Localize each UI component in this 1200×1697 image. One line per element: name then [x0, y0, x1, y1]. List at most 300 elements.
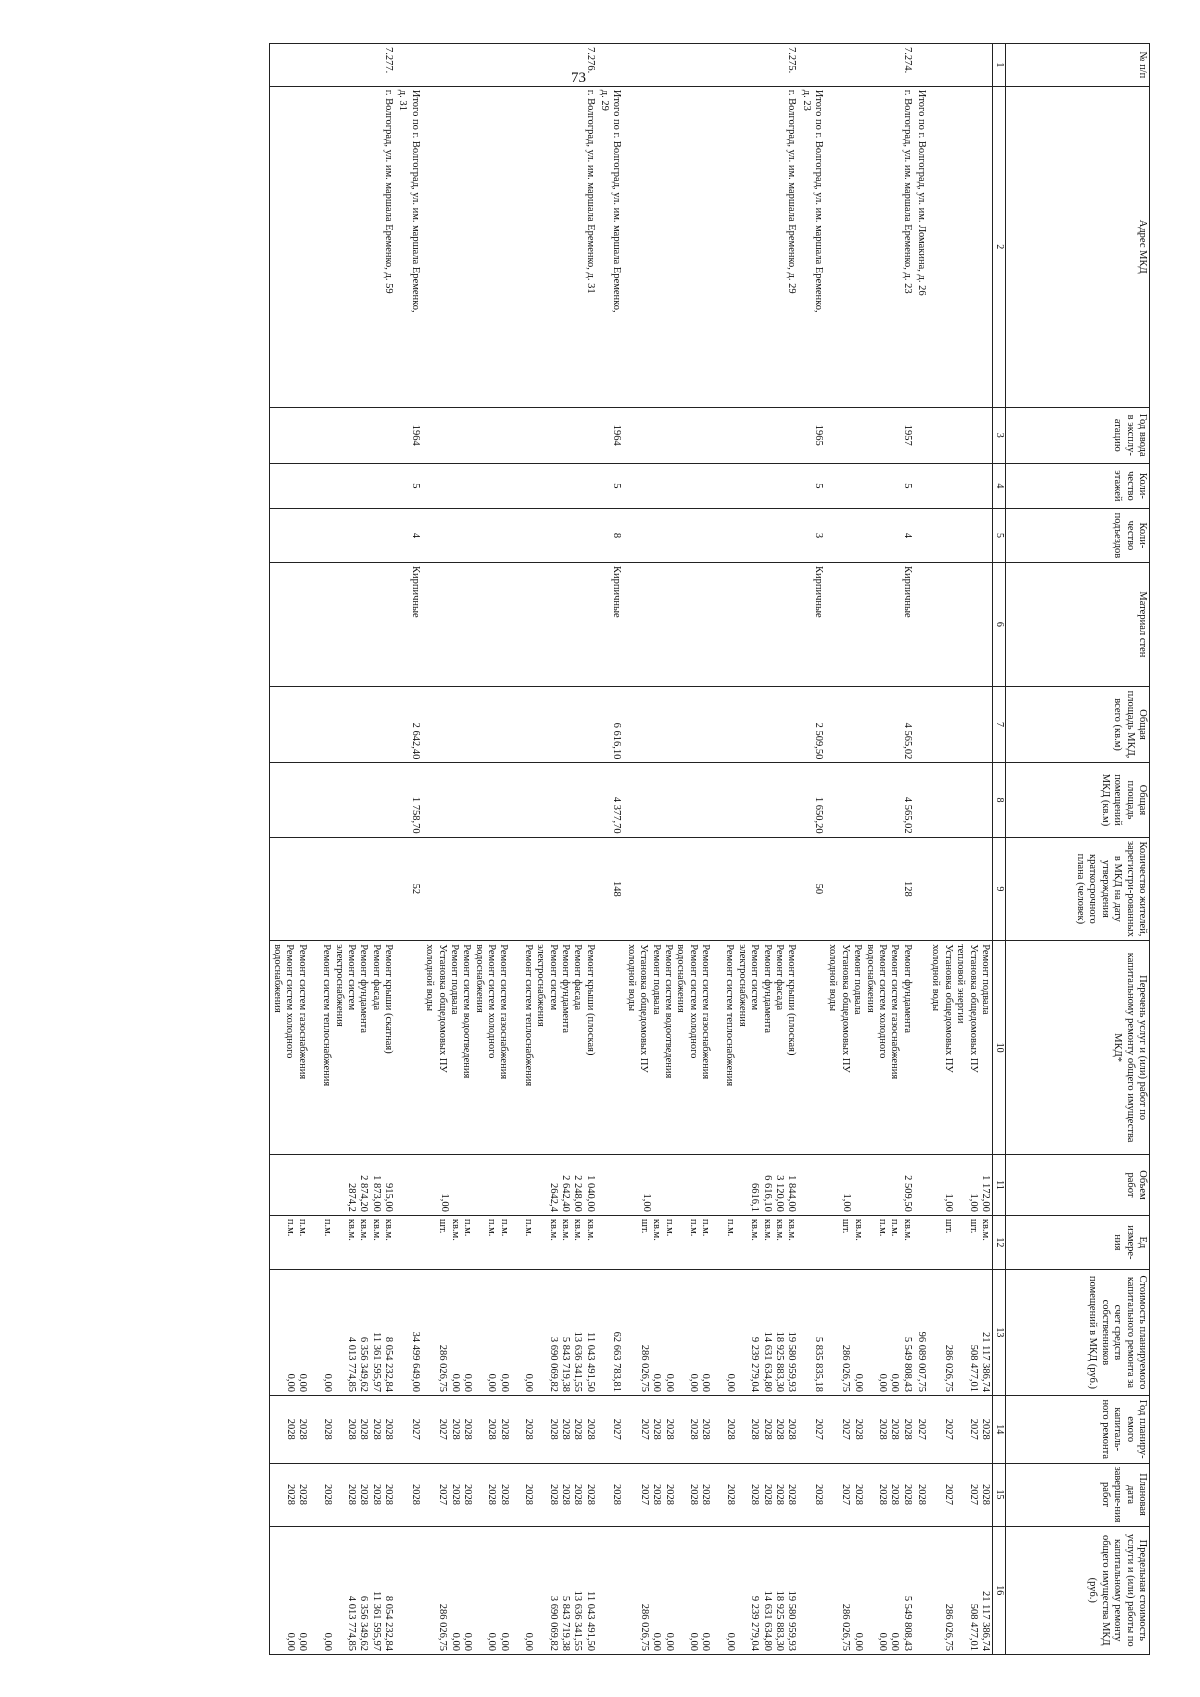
plan-year-line: 2028 [889, 1418, 901, 1440]
unit-line: шт. [943, 1218, 955, 1234]
limit-line [424, 1530, 436, 1651]
unit-cell [624, 1215, 799, 1269]
unit-line: кв.м. [383, 1218, 395, 1241]
limit-line: 21 117 386,74 [980, 1591, 991, 1651]
works-line: Ремонт систем газоснабжения [296, 944, 308, 1080]
residents-count [914, 837, 928, 941]
plan-year-line [930, 1399, 942, 1460]
cost-line: 286 026,75 [639, 1344, 650, 1392]
column-number: 2 [993, 86, 1006, 407]
limit-line: 0,00 [462, 1632, 474, 1651]
limit-cell [624, 1526, 799, 1654]
column-header: Количество жителей, зарегистри-рованных в МКД на дату утверждения краткосрочного плана (человек) [1006, 837, 1150, 941]
limit-line: 286 026,75 [840, 1603, 852, 1651]
end-year-line [534, 1467, 546, 1523]
unit-line: кв.м. [449, 1218, 461, 1241]
works-line: Ремонт фасада [370, 944, 382, 1011]
unit-line [534, 1219, 546, 1266]
works-cell [928, 941, 992, 1155]
cost-cell [624, 1269, 799, 1395]
cost-line: 14 631 634,80 [761, 1331, 773, 1392]
plan-year-line: 2028 [547, 1418, 559, 1440]
volume-line [888, 1158, 900, 1212]
limit-cell [928, 1526, 992, 1654]
volume-line: 6616,1 [749, 1182, 761, 1212]
volume-line [450, 1158, 462, 1212]
floors-count [928, 463, 992, 508]
plan-year-line: 2028 [852, 1418, 864, 1440]
unit-line: п.м. [688, 1218, 700, 1237]
volume-line [534, 1158, 546, 1212]
column-header: Перечень услуг и (или) работ по капитальному ремонту общего имущества МКД* [1006, 941, 1150, 1155]
works-line: Ремонт систем газоснабжения [889, 944, 901, 1080]
plan-year-cell [597, 1395, 624, 1463]
end-year-line: 2028 [877, 1484, 888, 1506]
area-total [928, 686, 992, 763]
volume-line: 1 040,00 [584, 1175, 596, 1212]
works-line: Установка общедомовых ПУ [942, 944, 954, 1073]
plan-year-line: 2028 [284, 1418, 296, 1440]
end-year-line: 2028 [409, 1484, 421, 1506]
year-built: 1964 [597, 407, 624, 463]
limit-line [675, 1530, 687, 1651]
wall-material: Кирпичные [825, 562, 914, 686]
plan-year-line: 2028 [724, 1418, 736, 1440]
plan-year-line [736, 1399, 748, 1460]
wall-material [624, 562, 799, 686]
cost-cell [928, 1269, 992, 1395]
works-line: Установка общедомовых ПУ [839, 944, 851, 1073]
unit-line: п.м. [877, 1218, 888, 1237]
residents-count: 52 [395, 837, 422, 941]
area-total: 6 616,10 [597, 686, 624, 763]
limit-line: 5 549 808,43 [901, 1595, 913, 1651]
limit-line [308, 1530, 320, 1651]
address-line: г. Волгоград, ул. им. маршала Еременко, д. 59 [383, 89, 395, 294]
limit-line [611, 1530, 623, 1651]
plan-year-line: 2027 [409, 1418, 421, 1440]
end-year-line: 2028 [889, 1484, 901, 1506]
end-year-line: 2028 [383, 1484, 395, 1506]
limit-line [954, 1530, 966, 1651]
limit-line: 0,00 [663, 1632, 675, 1651]
wall-material [928, 562, 992, 686]
address-cell [395, 86, 422, 407]
volume-line [724, 1158, 736, 1212]
works-line: Ремонт систем водоотведения [663, 944, 674, 1079]
table-header-row [1006, 44, 1150, 1655]
limit-line: 13 636 341,55 [572, 1590, 584, 1651]
area-total [914, 686, 928, 763]
volume-line: 915,00 [383, 1182, 395, 1212]
end-year-line: 2028 [761, 1484, 773, 1506]
works-line: Ремонт подвала [980, 944, 991, 1015]
unit-line [675, 1219, 687, 1266]
unit-line: кв.м. [346, 1218, 357, 1241]
cost-line: 18 925 883,30 [774, 1331, 785, 1392]
plan-year-cell [269, 1395, 395, 1463]
column-header: № п/п [1006, 44, 1150, 87]
unit-line [272, 1219, 284, 1266]
works-cell [825, 941, 914, 1155]
column-number: 12 [993, 1215, 1006, 1269]
area-rooms [928, 763, 992, 837]
cost-line: 0,00 [462, 1373, 474, 1392]
end-year-line: 2028 [370, 1484, 382, 1506]
works-line: Ремонт систем теплоснабжения [724, 944, 736, 1087]
address-line: Итого по г. Волгоград, ул. им. Ломакина, д. 26 [916, 89, 928, 296]
plan-year-cell [798, 1395, 825, 1463]
cost-line: 0,00 [486, 1373, 498, 1392]
volume-line [700, 1158, 712, 1212]
end-year-cell [395, 1463, 422, 1526]
cost-line [864, 1273, 876, 1392]
cost-line [473, 1273, 485, 1392]
cost-cell [914, 1269, 928, 1395]
volume-line [852, 1158, 864, 1212]
volume-line: 1,00 [439, 1193, 451, 1212]
unit-line: п.м. [498, 1218, 510, 1237]
limit-cell [914, 1526, 928, 1654]
plan-year-line: 2028 [297, 1418, 309, 1440]
end-year-line [510, 1467, 522, 1523]
limit-line: 286 026,75 [943, 1603, 955, 1651]
end-year-line [424, 1467, 436, 1523]
limit-line: 19 580 959,93 [786, 1590, 798, 1651]
works-line [308, 944, 320, 1151]
works-line: Установка общедомовых ПУ [436, 944, 448, 1073]
end-year-line: 2028 [901, 1484, 913, 1506]
end-year-line [930, 1467, 942, 1523]
works-line: водоснабжения [864, 944, 876, 1013]
address-line: г. Волгоград, ул. им. маршала Еременко, д. 23 [901, 89, 913, 294]
unit-line: кв.м. [651, 1218, 663, 1241]
end-year-line [712, 1467, 724, 1523]
plan-year-line: 2028 [572, 1418, 584, 1440]
limit-line [473, 1530, 485, 1651]
cost-line: 0,00 [877, 1373, 888, 1392]
column-number: 10 [993, 941, 1006, 1155]
end-year-line: 2028 [358, 1484, 370, 1506]
area-rooms [422, 763, 597, 837]
plan-year-line: 2027 [639, 1418, 650, 1440]
cost-line: 0,00 [688, 1373, 700, 1392]
unit-line: п.м. [889, 1218, 901, 1237]
limit-line: 0,00 [284, 1632, 296, 1651]
unit-cell [597, 1215, 624, 1269]
works-line: Ремонт крыши (плоская) [584, 944, 596, 1056]
plan-year-cell [928, 1395, 992, 1463]
cost-line: 286 026,75 [437, 1344, 449, 1392]
table-row [798, 44, 825, 1655]
plan-year-line: 2028 [688, 1418, 700, 1440]
floors-count: 5 [395, 463, 422, 508]
limit-line: 0,00 [523, 1632, 535, 1651]
end-year-line: 2028 [749, 1484, 761, 1506]
column-number: 9 [993, 837, 1006, 941]
unit-cell [269, 1215, 395, 1269]
works-line: холодной воды [827, 944, 839, 1012]
table-row [422, 44, 597, 1655]
limit-line: 0,00 [449, 1632, 461, 1651]
end-year-cell [422, 1463, 597, 1526]
table-row [914, 44, 928, 1655]
end-year-cell [928, 1463, 992, 1526]
volume-line: 2874,2 [346, 1182, 357, 1212]
volume-line [864, 1158, 876, 1212]
column-header: Общая площадь помещений МКД (кв.м) [1006, 763, 1150, 837]
limit-line [510, 1530, 522, 1651]
unit-line: кв.м. [572, 1218, 584, 1241]
cost-line: 0,00 [523, 1373, 535, 1392]
unit-line: кв.м. [852, 1218, 864, 1241]
row-number [798, 44, 825, 87]
area-rooms [914, 763, 928, 837]
wall-material: Кирпичные [798, 562, 825, 686]
plan-year-line: 2028 [663, 1418, 675, 1440]
plan-year-line [626, 1399, 638, 1460]
address-cell [914, 86, 928, 407]
column-number-row [993, 44, 1006, 1655]
address-cell [422, 86, 597, 407]
end-year-line: 2028 [346, 1484, 357, 1506]
address-cell [624, 86, 799, 407]
volume-line: 1 172,00 [980, 1175, 991, 1212]
cost-line [308, 1273, 320, 1392]
plan-year-line: 2027 [840, 1418, 852, 1440]
table-row [395, 44, 422, 1655]
unit-line [712, 1219, 724, 1266]
row-number: 7.274. [825, 44, 914, 87]
unit-line: шт. [967, 1218, 979, 1234]
entrances-count: 4 [395, 508, 422, 562]
limit-line: 3 690 069,82 [547, 1595, 559, 1651]
row-number [928, 44, 992, 87]
works-line: водоснабжения [272, 944, 284, 1013]
limit-cell [798, 1526, 825, 1654]
cost-line: 5 549 808,43 [901, 1336, 913, 1392]
works-cell [624, 941, 799, 1155]
volume-line [426, 1158, 438, 1212]
limit-line [272, 1530, 284, 1651]
cost-line: 6 356 349,62 [358, 1336, 370, 1392]
volume-line: 6 616,10 [761, 1175, 773, 1212]
area-total [269, 686, 395, 763]
floors-count: 5 [798, 463, 825, 508]
plan-year-line: 2027 [813, 1418, 825, 1440]
end-year-cell [914, 1463, 928, 1526]
end-year-line: 2028 [852, 1484, 864, 1506]
volume-line: 1,00 [841, 1193, 853, 1212]
limit-cell [597, 1526, 624, 1654]
wall-material [422, 562, 597, 686]
volume-cell [395, 1155, 422, 1216]
works-cell [422, 941, 597, 1155]
end-year-line: 2028 [584, 1484, 596, 1506]
end-year-line: 2028 [284, 1484, 296, 1506]
column-header: Общая площадь МКД, всего (кв.м) [1006, 686, 1150, 763]
end-year-line: 2028 [547, 1484, 559, 1506]
works-line: Ремонт систем холодного [284, 944, 296, 1059]
volume-line: 3 120,00 [774, 1175, 785, 1212]
works-line: Ремонт подвала [852, 944, 864, 1015]
end-year-line: 2028 [462, 1484, 474, 1506]
column-header: Предельная стоимость услуги и (или) работы по капитальному ремонту общего имущества МКД (руб.) [1006, 1526, 1150, 1654]
cost-line: 0,00 [700, 1373, 712, 1392]
limit-line: 0,00 [724, 1632, 736, 1651]
cost-line: 0,00 [663, 1373, 675, 1392]
plan-year-line: 2028 [523, 1418, 535, 1440]
unit-line [510, 1219, 522, 1266]
works-line: тепловой энергии [955, 944, 967, 1024]
works-line: водоснабжения [473, 944, 485, 1013]
end-year-line: 2028 [688, 1484, 700, 1506]
plan-year-line: 2028 [761, 1418, 773, 1440]
plan-year-line: 2027 [916, 1418, 928, 1440]
plan-year-line: 2028 [584, 1418, 596, 1440]
row-number: 7.275. [624, 44, 799, 87]
cost-line: 9 239 279,04 [749, 1336, 761, 1392]
volume-line [498, 1158, 510, 1212]
cost-line: 0,00 [852, 1373, 864, 1392]
plan-year-line: 2028 [462, 1418, 474, 1440]
works-line: Ремонт крыши (скатная) [383, 944, 395, 1054]
area-total: 2 642,40 [395, 686, 422, 763]
volume-line [688, 1158, 700, 1212]
year-built: 1964 [395, 407, 422, 463]
works-line: Ремонт фундамента [761, 944, 773, 1033]
end-year-line: 2028 [980, 1484, 991, 1506]
volume-line [652, 1158, 664, 1212]
limit-line: 5 843 719,38 [560, 1595, 571, 1651]
limit-cell [422, 1526, 597, 1654]
volume-cell [624, 1155, 799, 1216]
works-line [409, 944, 421, 1151]
end-year-line: 2028 [611, 1484, 623, 1506]
column-header: Ед измере-ния [1006, 1215, 1150, 1269]
limit-line: 286 026,75 [639, 1603, 650, 1651]
volume-line [486, 1158, 498, 1212]
row-number: 7.276. [422, 44, 597, 87]
limit-line: 0,00 [889, 1632, 901, 1651]
limit-line: 0,00 [498, 1632, 510, 1651]
table-row [825, 44, 914, 1655]
address-cell [597, 86, 624, 407]
plan-year-line [308, 1399, 320, 1460]
address-line: д. 31 [397, 89, 409, 111]
end-year-line [864, 1467, 876, 1523]
plan-year-line: 2028 [346, 1418, 357, 1440]
area-total [624, 686, 799, 763]
column-header: Плановая дата заверше-ния работ [1006, 1463, 1150, 1526]
works-line [711, 944, 723, 1151]
unit-line: п.м. [700, 1218, 712, 1237]
unit-line: п.м. [523, 1218, 535, 1237]
plan-year-line [424, 1399, 436, 1460]
unit-cell [422, 1215, 597, 1269]
volume-line: 2 874,20 [358, 1175, 370, 1212]
area-total [422, 686, 597, 763]
volume-line [812, 1158, 824, 1212]
cost-line [712, 1273, 724, 1392]
volume-line [409, 1158, 421, 1212]
works-cell [269, 941, 395, 1155]
plan-year-line: 2028 [370, 1418, 382, 1440]
limit-cell [269, 1526, 395, 1654]
plan-year-line: 2027 [437, 1418, 449, 1440]
limit-line: 286 026,75 [437, 1603, 449, 1651]
works-line: Ремонт фундамента [358, 944, 370, 1033]
cost-cell [269, 1269, 395, 1395]
end-year-line: 2028 [724, 1484, 736, 1506]
works-line: Установка общедомовых ПУ [638, 944, 650, 1073]
end-year-line [308, 1467, 320, 1523]
entrances-count: 3 [798, 508, 825, 562]
cost-line [534, 1273, 546, 1392]
works-cell [914, 941, 928, 1155]
column-header: Год планиру-емого капиталь-ного ремонта [1006, 1395, 1150, 1463]
column-header: Коли-чество этажей [1006, 463, 1150, 508]
plan-year-line [333, 1399, 345, 1460]
column-number: 16 [993, 1526, 1006, 1654]
plan-year-line: 2027 [967, 1418, 979, 1440]
unit-line: п.м. [462, 1218, 474, 1237]
unit-line [409, 1219, 421, 1266]
unit-line: кв.м. [980, 1218, 991, 1241]
unit-line [473, 1219, 485, 1266]
cost-line [272, 1273, 284, 1392]
works-line: холодной воды [625, 944, 637, 1012]
address-line: Итого по г. Волгоград, ул. им. маршала Еременко, [409, 89, 421, 313]
works-line: электроснабжения [333, 944, 345, 1027]
unit-line: шт. [840, 1218, 852, 1234]
unit-line [626, 1219, 638, 1266]
plan-year-cell [395, 1395, 422, 1463]
end-year-cell [825, 1463, 914, 1526]
cost-line: 13 636 341,55 [572, 1331, 584, 1392]
limit-line [626, 1530, 638, 1651]
row-number [395, 44, 422, 87]
unit-line [424, 1219, 436, 1266]
end-year-line: 2028 [560, 1484, 571, 1506]
cost-line: 8 054 232,84 [383, 1336, 395, 1392]
volume-line [462, 1158, 474, 1212]
volume-line [664, 1158, 676, 1212]
unit-line: п.м. [663, 1218, 675, 1237]
unit-line [736, 1219, 748, 1266]
cost-line [510, 1273, 522, 1392]
cost-line: 11 043 491,50 [584, 1331, 596, 1392]
table-row [624, 44, 799, 1655]
unit-cell [914, 1215, 928, 1269]
volume-cell [825, 1155, 914, 1216]
volume-line: 2 248,00 [572, 1175, 584, 1212]
unit-line: кв.м. [547, 1218, 559, 1241]
unit-line [611, 1219, 623, 1266]
volume-line [273, 1158, 285, 1212]
plan-year-line: 2028 [383, 1418, 395, 1440]
entrances-count [422, 508, 597, 562]
cost-line: 0,00 [651, 1373, 663, 1392]
cost-line [827, 1273, 839, 1392]
works-line: Ремонт подвала [650, 944, 662, 1015]
end-year-line [954, 1467, 966, 1523]
plan-year-line [675, 1399, 687, 1460]
end-year-line: 2028 [786, 1484, 798, 1506]
cost-line: 4 013 774,85 [346, 1336, 357, 1392]
volume-line: 2 642,40 [560, 1175, 571, 1212]
plan-year-line: 2028 [980, 1418, 991, 1440]
